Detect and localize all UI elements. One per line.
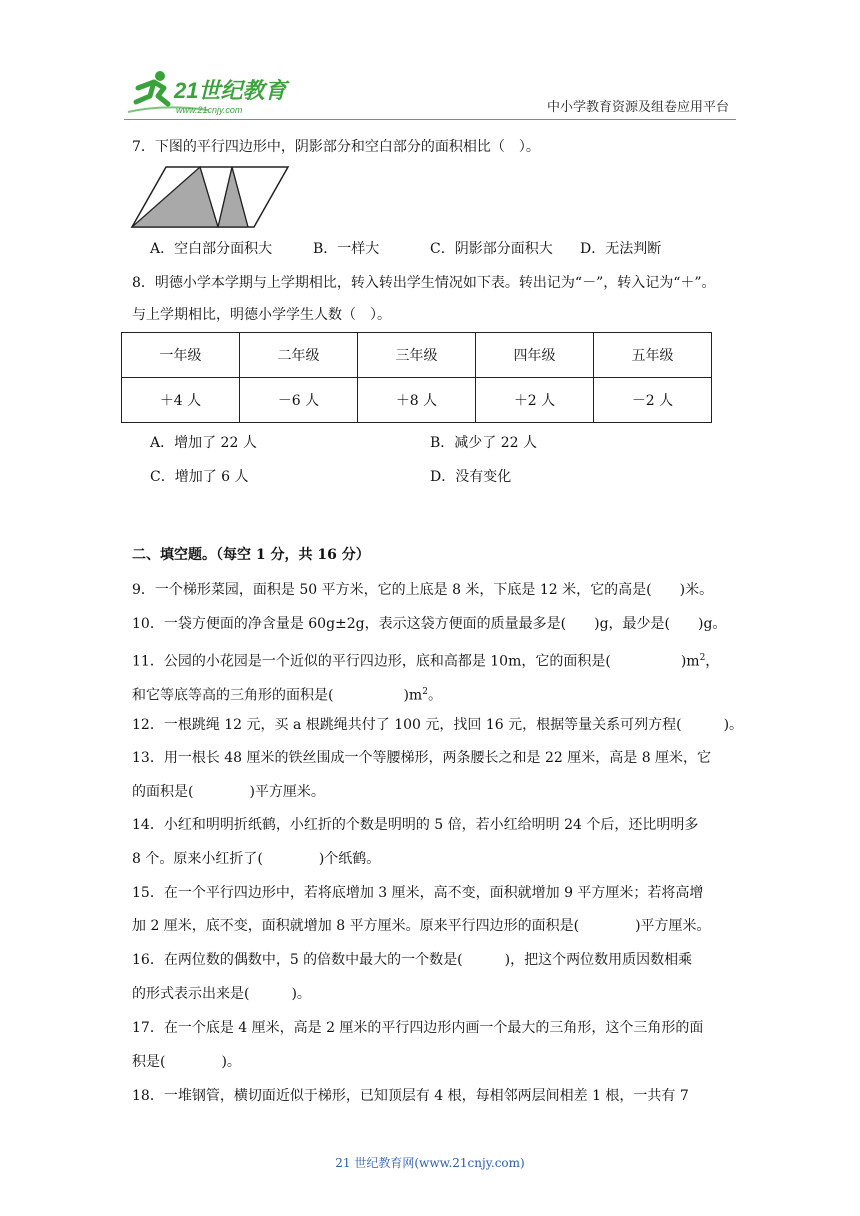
q14-line2: 8 个。原来小红折了( )个纸鹤。 — [132, 851, 381, 867]
parallelogram-figure — [130, 165, 290, 233]
q8-option-a: A．增加了 22 人 — [150, 435, 257, 451]
q8-option-d: D．没有变化 — [430, 469, 512, 485]
q16-line1: 16．在两位数的偶数中，5 的倍数中最大的一个数是( )，把这个两位数用质因数相乘 — [132, 952, 693, 968]
q18-line1: 18．一堆钢管，横切面近似于梯形，已知顶层有 4 根，每相邻两层间相差 1 根，一共有 7 — [132, 1088, 689, 1104]
q7-option-d: D．无法判断 — [580, 241, 662, 257]
table-header-row — [122, 333, 712, 378]
q8-stem-line2: 与上学期相比，明德小学学生人数（ ）。 — [132, 307, 391, 323]
q17-line2: 积是( )。 — [132, 1054, 241, 1070]
table-cell: ＋4 人 — [122, 378, 240, 423]
table-header-cell: 四年级 — [476, 333, 594, 378]
q8-option-b: B．减少了 22 人 — [430, 435, 538, 451]
q9: 9．一个梯形菜园，面积是 50 平方米，它的上底是 8 米，下底是 12 米，它的高是( )米。 — [132, 582, 714, 598]
site-logo[interactable] — [124, 66, 292, 118]
q14-line1: 14．小红和明明折纸鹤，小红折的个数是明明的 5 倍，若小红给明明 24 个后，还比明明多 — [132, 817, 699, 833]
q12: 12．一根跳绳 12 元，买 a 根跳绳共付了 100 元，找回 16 元，根据等量关系可列方程( )。 — [132, 717, 744, 733]
table-cell: ＋8 人 — [358, 378, 476, 423]
header-divider — [124, 119, 736, 120]
q17-line1: 17．在一个底是 4 厘米，高是 2 厘米的平行四边形内画一个最大的三角形，这个三角形的面 — [132, 1020, 704, 1036]
table-header-cell: 二年级 — [240, 333, 358, 378]
table-cell: －6 人 — [240, 378, 358, 423]
transfer-table — [121, 332, 712, 423]
q13-line1: 13．用一根长 48 厘米的铁丝围成一个等腰梯形，两条腰长之和是 22 厘米，高是 8 厘米，它 — [132, 750, 712, 766]
q15-line2: 加 2 厘米，底不变，面积就增加 8 平方厘米。原来平行四边形的面积是( )平方厘米。 — [132, 918, 711, 934]
table-cell: －2 人 — [594, 378, 712, 423]
q7-option-a: A．空白部分面积大 — [150, 241, 273, 257]
table-header-cell: 三年级 — [358, 333, 476, 378]
q7-stem: 7．下图的平行四边形中，阴影部分和空白部分的面积相比（ ）。 — [132, 139, 540, 155]
table-header-cell: 五年级 — [594, 333, 712, 378]
footer-link[interactable]: 21 世纪教育网(www.21cnjy.com) — [335, 1156, 525, 1170]
q8-option-c: C．增加了 6 人 — [150, 469, 249, 485]
platform-name: 中小学教育资源及组卷应用平台 — [546, 100, 729, 115]
table-cell: ＋2 人 — [476, 378, 594, 423]
table-row — [122, 378, 712, 423]
q11-line2: 和它等底等高的三角形的面积是( )$m^2$。 — [132, 687, 442, 704]
q13-line2: 的面积是( )平方厘米。 — [132, 784, 325, 800]
q8-stem-line1: 8．明德小学本学期与上学期相比，转入转出学生情况如下表。转出记为“－”，转入记为“＋”。 — [132, 275, 716, 291]
logo-text: 21世纪教育 — [174, 78, 287, 103]
q15-line1: 15．在一个平行四边形中，若将底增加 3 厘米，高不变，面积就增加 9 平方厘米；若将高增 — [132, 885, 704, 901]
q7-option-c: C．阴影部分面积大 — [430, 241, 553, 257]
section-title: 二、填空题。（每空 1 分，共 16 分） — [132, 547, 370, 563]
q7-option-b: B．一样大 — [313, 241, 380, 257]
logo-url: www.21cnjy.com — [176, 105, 243, 115]
q10: 10．一袋方便面的净含量是 60g±2g，表示这袋方便面的质量最多是( )g，最少是( )g。 — [132, 616, 727, 632]
runner-logo-icon — [124, 66, 292, 118]
q11-line1: 11．公园的小花园是一个近似的平行四边形，底和高都是 10m，它的面积是( )$m^2$， — [132, 653, 720, 670]
q16-line2: 的形式表示出来是( )。 — [132, 986, 311, 1002]
table-header-cell: 一年级 — [122, 333, 240, 378]
